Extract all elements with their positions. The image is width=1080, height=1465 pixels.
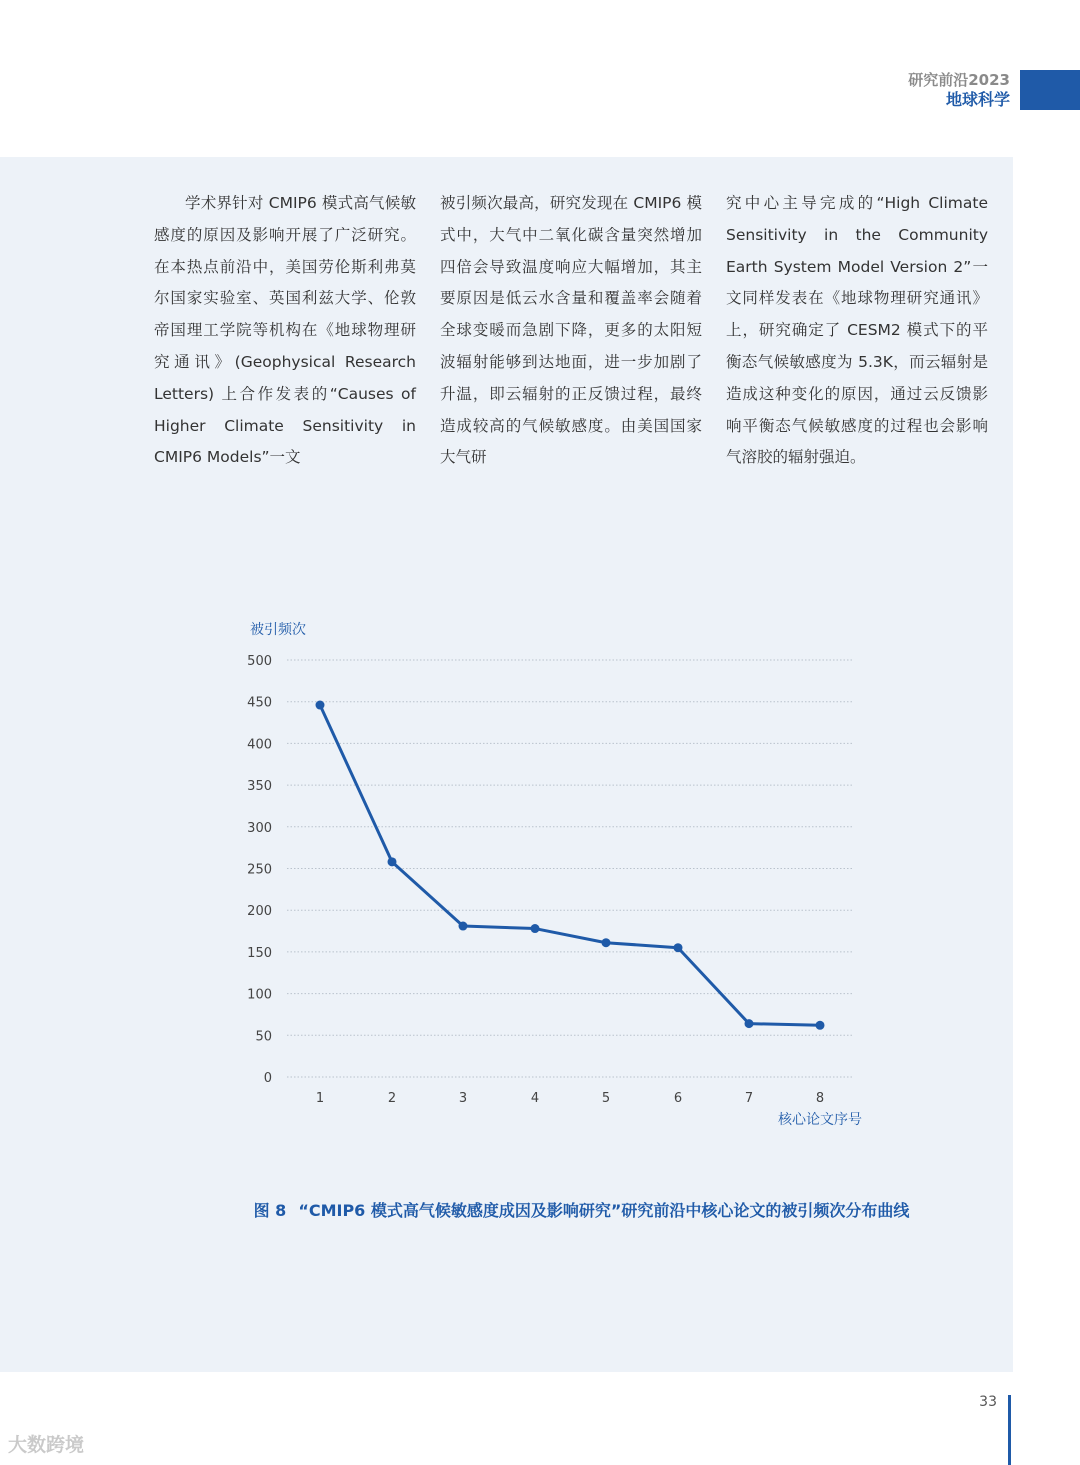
y-tick-label: 350 <box>247 779 272 795</box>
y-tick-label: 400 <box>247 737 272 753</box>
data-point <box>745 1019 754 1028</box>
header-accent-bar <box>1020 70 1080 110</box>
x-tick-label: 5 <box>601 1091 611 1106</box>
page-number: 33 <box>979 1394 997 1410</box>
gridlines <box>287 660 853 1077</box>
y-tick-label: 150 <box>247 945 272 961</box>
figure-label: 图 8 <box>253 1201 287 1220</box>
data-point <box>674 943 683 952</box>
report-title: 研究前沿2023 <box>908 71 1010 89</box>
data-point <box>531 924 540 933</box>
text-column-3 <box>726 188 988 474</box>
data-point <box>388 857 397 866</box>
section-title: 地球科学 <box>945 90 1010 109</box>
paragraph-2: 被引频次最高，研究发现在 CMIP6 模式中，大气中二氧化碳含量突然增加四倍会导致温度响应大幅增加，其主要原因是低云水含量和覆盖率会随着全球变暖而急剧下降，更多的太阳短波辐射能够到达地面，进一步加剧了升温，即云辐射的正反馈过程，最终造成较高的气候敏感度。由美国国家大气研 <box>440 194 702 467</box>
x-tick-label: 6 <box>673 1091 683 1106</box>
x-tick-labels <box>316 1091 824 1106</box>
watermark-logo <box>8 1430 84 1457</box>
text-column-2 <box>440 188 702 474</box>
data-point <box>602 938 611 947</box>
y-axis-label: 被引频次 <box>250 622 306 638</box>
y-tick-label: 0 <box>263 1071 272 1086</box>
x-tick-label: 7 <box>744 1091 754 1106</box>
y-tick-label: 100 <box>247 987 272 1003</box>
text-column-1 <box>154 188 416 474</box>
x-tick-label: 1 <box>315 1091 325 1106</box>
paragraph-1: 学术界针对 CMIP6 模式高气候敏感度的原因及影响开展了广泛研究。在本热点前沿中，美国劳伦斯利弗莫尔国家实验室、英国利兹大学、伦敦帝国理工学院等机构在《地球物理研究通讯》(Geophysical Research Letters) 上合作发表的“Causes of Higher Climate Sensitivity in CMIP6 Models”一文 <box>154 194 416 467</box>
data-series <box>316 701 825 1030</box>
watermark-text: 大数跨境 <box>8 1434 85 1456</box>
figure-caption-text: “CMIP6 模式高气候敏感度成因及影响研究”研究前沿中核心论文的被引频次分布曲线 <box>298 1201 910 1220</box>
running-header <box>908 70 1010 110</box>
figure-caption <box>0 1198 1080 1221</box>
x-tick-label: 3 <box>458 1091 468 1106</box>
line-chart-svg <box>0 600 1013 1160</box>
y-tick-label: 250 <box>247 862 272 878</box>
data-point <box>316 701 325 710</box>
x-tick-label: 2 <box>387 1091 397 1106</box>
x-tick-label: 4 <box>530 1091 540 1106</box>
x-axis-label: 核心论文序号 <box>778 1112 862 1128</box>
y-tick-label: 200 <box>247 904 272 920</box>
paragraph-3: 究中心主导完成的“High Climate Sensitivity in the Community Earth System Model Version 2”一文同样发表在《地球物理研究通讯》上，研究确定了 CESM2 模式下的平衡态气候敏感度为 5.3K，而云辐射是造成这种变化的原因，通过云反馈影响平衡态气候敏感度的过程也会影响气溶胶的辐射强迫。 <box>726 194 988 467</box>
y-tick-labels <box>247 654 272 1086</box>
x-tick-label: 8 <box>815 1091 825 1106</box>
y-tick-label: 300 <box>247 820 272 836</box>
page-number-rule <box>1008 1395 1011 1465</box>
data-point <box>816 1021 825 1030</box>
y-tick-label: 50 <box>255 1029 272 1045</box>
y-tick-label: 450 <box>247 695 272 711</box>
y-tick-label: 500 <box>247 654 272 669</box>
data-point <box>459 922 468 931</box>
citation-chart <box>0 600 1013 1160</box>
